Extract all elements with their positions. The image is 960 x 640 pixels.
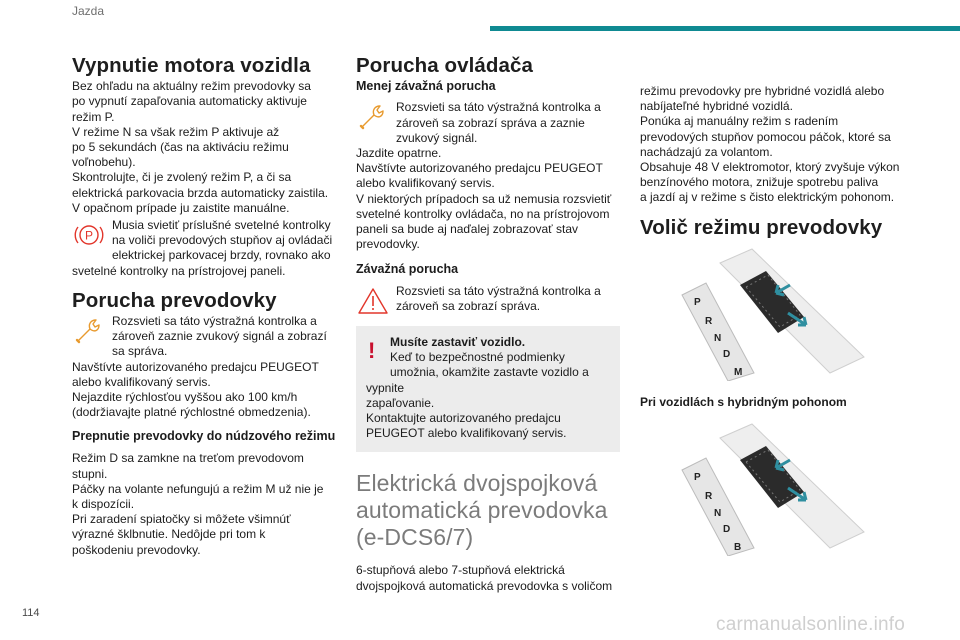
wrench-icon <box>72 316 106 346</box>
text-line: zároveň zaznie zvukový signál a zobrazí <box>112 329 327 344</box>
selector-letter: B <box>734 542 742 554</box>
exclamation-icon: ! <box>368 338 376 364</box>
engine-off-text <box>72 79 342 216</box>
text-line: po 5 sekundách (čas na aktiváciu režimu <box>72 140 289 155</box>
section-heading-gearbox-fault: Porucha prevodovky <box>72 288 277 312</box>
header-accent-bar <box>490 26 960 31</box>
text-line: režim P. <box>72 109 115 124</box>
hybrid-gear-selector-illustration <box>640 416 902 556</box>
selector-letter: R <box>705 491 713 503</box>
text-line: Ponúka aj manuálny režim s radením <box>640 114 839 129</box>
text-line: PEUGEOT alebo kvalifikovaný servis. <box>366 426 567 441</box>
text-line: V režime N sa však režim P aktivuje až <box>72 124 280 139</box>
subheading-major-fault: Závažná porucha <box>356 262 459 277</box>
text-line: benzínového motora, znižuje spotrebu paliva <box>640 175 879 190</box>
text-line: 6-stupňová alebo 7-stupňová elektrická <box>356 563 565 578</box>
text-line: Keď to bezpečnostné podmienky <box>390 350 565 365</box>
text-line: alebo kvalifikovaný servis. <box>72 374 211 389</box>
stop-vehicle-note <box>356 326 620 452</box>
text-line: výrazné šklbnutie. Nedôjde pri tom k <box>72 527 266 542</box>
selector-letter: D <box>723 524 731 536</box>
text-line: zároveň sa zobrazí správa. <box>396 298 541 313</box>
text-line: Bez ohľadu na aktuálny režim prevodovky sa <box>72 79 311 94</box>
text-line: zároveň sa zobrazí správa a zaznie <box>396 115 585 130</box>
dual-clutch-continued <box>640 84 902 206</box>
text-line: po vypnutí zapaľovania automaticky aktivuje <box>72 94 307 109</box>
text-line: nabíjateľné hybridné vozidlá. <box>640 99 793 114</box>
text-line: umožnia, okamžite zastavte vozidlo a vypnite <box>366 365 589 395</box>
figure-caption: Pri vozidlách s hybridným pohonom <box>640 394 847 409</box>
text-line: elektrickej parkovacej brzdy, rovnako ako <box>112 248 331 263</box>
major-fault-warning <box>356 284 620 314</box>
text-line: Obsahuje 48 V elektromotor, ktorý zvyšuje výkon <box>640 160 900 175</box>
text-line: Musia svietiť príslušné svetelné kontrolky <box>112 218 331 233</box>
selector-letter: N <box>714 332 722 344</box>
warning-triangle-icon <box>356 286 390 316</box>
subheading-minor-fault: Menej závažná porucha <box>356 79 496 94</box>
text-line: Navštívte autorizovaného predajcu PEUGEOT <box>356 161 603 176</box>
gear-selector-illustration <box>640 241 902 381</box>
selector-letter: P <box>694 296 701 308</box>
selector-letter: N <box>714 508 722 520</box>
text-line: a jazdí aj v režime s čisto elektrickým pohonom. <box>640 190 895 205</box>
text-line: Nejazdite rýchlosťou vyššou ako 100 km/h <box>72 390 298 405</box>
text-line: Jazdite opatrne. <box>356 146 442 161</box>
section-heading-engine-off: Vypnutie motora vozidla <box>72 54 311 77</box>
text-line: svetelné kontrolky na prístrojovej paneli. <box>72 263 286 278</box>
text-line: stupni. <box>72 466 108 481</box>
parking-brake-warning <box>72 218 342 279</box>
text-line: V opačnom prípade ju zaistite manuálne. <box>72 200 290 215</box>
text-line: paneli sa bude aj naďalej zobrazovať stav <box>356 222 579 237</box>
text-line: na voliči prevodových stupňov aj ovládači <box>112 233 333 248</box>
running-header: Jazda <box>72 4 105 18</box>
text-line: Páčky na volante nefungujú a režim M už nie je <box>72 481 324 496</box>
section-heading-dual-clutch: Elektrická dvojspojková automatická prevodovka (e-DCS6/7) <box>356 470 608 551</box>
text-line: (dodržiavajte platné rýchlostné obmedzenia). <box>72 405 311 420</box>
column-right <box>640 80 902 556</box>
text-line: Navštívte autorizovaného predajcu PEUGEOT <box>72 359 319 374</box>
text-line: prevodových stupňov pomocou páčok, ktoré sa <box>640 129 891 144</box>
svg-text:P: P <box>84 228 94 243</box>
subheading-emergency-mode: Prepnutie prevodovky do núdzového režimu <box>72 429 336 444</box>
text-line: Pri zaradení spiatočky si môžete všimnúť <box>72 512 291 527</box>
text-line: Rozsvieti sa táto výstražná kontrolka a <box>112 314 317 329</box>
text-line: dvojspojková automatická prevodovka s voličom <box>356 578 613 593</box>
selector-letter: M <box>734 366 743 378</box>
gearbox-fault-warning <box>72 314 342 420</box>
text-line: k dispozícii. <box>72 497 135 512</box>
text-line: prevodovky. <box>356 237 420 252</box>
note-title: Musíte zastaviť vozidlo. <box>390 335 526 350</box>
text-line: V niektorých prípadoch sa už nemusia rozsvietiť <box>356 191 612 206</box>
selector-letter: D <box>723 348 731 360</box>
emergency-mode-text <box>72 451 342 557</box>
text-line: voľnobehu). <box>72 155 136 170</box>
text-line: Kontaktujte autorizovaného predajcu <box>366 411 561 426</box>
wrench-icon <box>356 102 390 132</box>
text-line: poškodeniu prevodovky. <box>72 542 201 557</box>
column-middle <box>356 54 620 594</box>
minor-fault-warning <box>356 100 620 252</box>
text-line: svetelné kontrolky ovládača, no na prístrojovom <box>356 206 610 221</box>
text-line: alebo kvalifikovaný servis. <box>356 176 495 191</box>
watermark: carmanualsonline.info <box>716 614 906 635</box>
selector-letter: R <box>705 315 713 327</box>
section-heading-controller-fault: Porucha ovládača <box>356 54 534 77</box>
text-line: sa správa. <box>112 344 168 359</box>
section-heading-selector: Volič režimu prevodovky <box>640 215 883 239</box>
text-line: Rozsvieti sa táto výstražná kontrolka a <box>396 100 601 115</box>
text-line: režimu prevodovky pre hybridné vozidlá alebo <box>640 84 885 98</box>
text-line: Skontrolujte, či je zvolený režim P, a či sa <box>72 170 292 185</box>
selector-letter: P <box>694 472 701 484</box>
text-line: Režim D sa zamkne na treťom prevodovom <box>72 451 304 466</box>
text-line: elektrická parkovacia brzda automaticky zaistila. <box>72 185 329 200</box>
parking-brake-icon <box>72 220 106 250</box>
text-line: zapaľovanie. <box>366 395 435 410</box>
text-line: zvukový signál. <box>396 130 478 145</box>
text-line: nachádzajú za volantom. <box>640 144 773 159</box>
column-left <box>72 54 342 558</box>
text-line: Rozsvieti sa táto výstražná kontrolka a <box>396 283 601 298</box>
page-number: 114 <box>22 607 40 619</box>
